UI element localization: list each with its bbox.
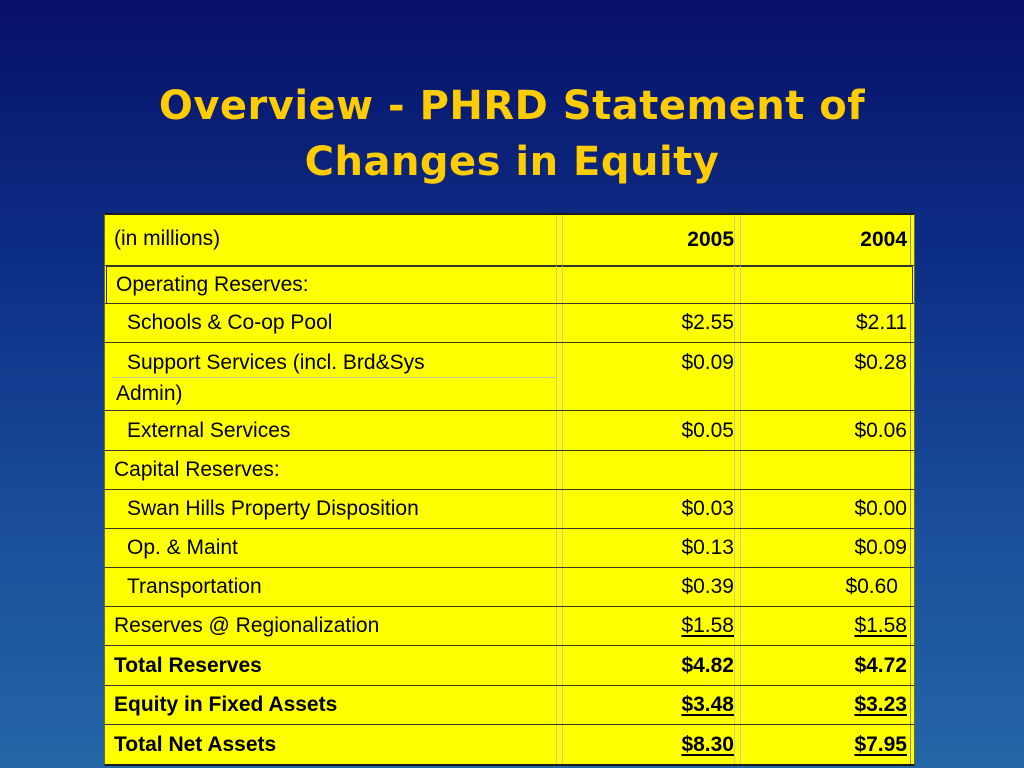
row-label: Total Net Assets: [114, 732, 277, 756]
value-2005: $0.09: [681, 351, 734, 374]
slide-title-line-2: Changes in Equity: [304, 139, 720, 185]
table-row: [105, 725, 914, 764]
table-row: [105, 490, 914, 529]
row-label: Capital Reserves:: [114, 458, 280, 481]
table-row: [105, 343, 914, 411]
value-2005: $1.58: [681, 614, 734, 637]
table-row: [105, 304, 914, 343]
value-2004: $2.11: [856, 311, 907, 334]
table-row: [105, 568, 914, 607]
table-header-row: [105, 215, 914, 266]
row-label: Operating Reserves:: [116, 272, 309, 296]
row-label: Reserves @ Regionalization: [114, 614, 380, 637]
value-2004: $0.00: [854, 497, 907, 520]
table-row: [105, 411, 914, 451]
value-2005: $3.48: [681, 693, 734, 716]
value-2005: $8.30: [681, 732, 734, 756]
value-2004: $0.60: [845, 575, 898, 598]
table-row: [105, 529, 914, 568]
header-units-label: (in millions): [114, 227, 221, 250]
table-row: [105, 607, 914, 646]
value-2005: $0.39: [681, 575, 734, 598]
table-row: [105, 266, 914, 304]
header-2004: 2004: [860, 228, 907, 251]
row-label: Schools & Co-op Pool: [127, 311, 333, 334]
equity-table: [104, 213, 915, 766]
row-label: Transportation: [127, 575, 262, 598]
row-label-continued: Admin): [116, 382, 183, 405]
value-2004: $0.09: [854, 536, 907, 559]
header-2005: 2005: [687, 228, 734, 251]
table-row: [105, 686, 914, 725]
value-2004: $7.95: [854, 732, 907, 756]
row-label: Op. & Maint: [127, 536, 238, 559]
table-row: [105, 451, 914, 490]
value-2005: $0.13: [681, 536, 734, 559]
slide-title: [0, 78, 1024, 190]
value-2004: $4.72: [854, 653, 907, 677]
row-label: Equity in Fixed Assets: [114, 693, 338, 716]
row-label: External Services: [127, 418, 291, 442]
row-label: Total Reserves: [114, 653, 262, 677]
value-2005: $2.55: [681, 311, 734, 334]
row-label: Support Services (incl. Brd&Sys: [127, 351, 425, 374]
value-2004: $0.28: [854, 351, 907, 374]
slide-title-line-1: Overview - PHRD Statement of: [158, 83, 866, 129]
value-2005: $0.03: [681, 497, 734, 520]
value-2005: $4.82: [681, 653, 734, 677]
row-label: Swan Hills Property Disposition: [127, 497, 419, 520]
value-2005: $0.05: [681, 418, 734, 442]
value-2004: $0.06: [854, 418, 907, 442]
value-2004: $1.58: [854, 614, 907, 637]
table-row: [105, 646, 914, 686]
value-2004: $3.23: [854, 693, 907, 716]
